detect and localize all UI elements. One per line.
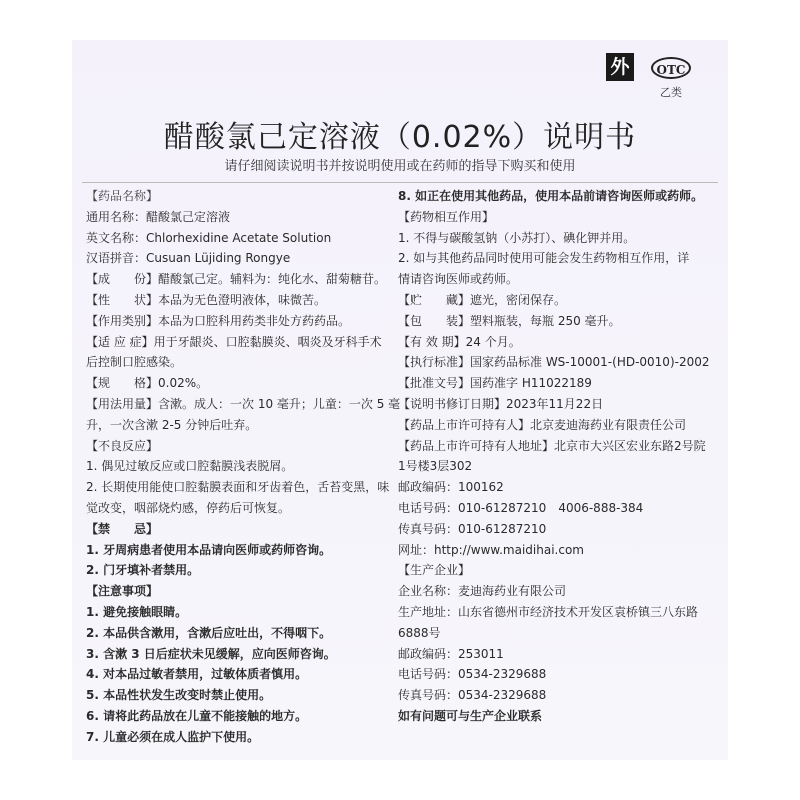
document-subtitle: 请仔细阅读说明书并按说明使用或在药师的指导下购买和使用 — [224, 159, 576, 174]
text-line: 【贮 藏】遮光，密闭保存。 — [398, 292, 567, 307]
text-line: 2. 门牙填补者禁用。 — [86, 563, 200, 578]
text-line: 6888号 — [398, 625, 441, 640]
text-line: 【包 装】塑料瓶装，每瓶 250 毫升。 — [398, 313, 621, 328]
text-line: 【药物相互作用】 — [398, 209, 495, 224]
text-line: 【执行标准】国家药品标准 WS-10001-(HD-0010)-2002 — [398, 355, 710, 370]
text-line: 【不良反应】 — [86, 438, 159, 453]
website-link[interactable]: 网址：http://www.maidihai.com — [398, 542, 584, 557]
text-line: 情请咨询医师或药师。 — [398, 272, 519, 287]
text-line: 通用名称：醋酸氯己定溶液 — [86, 209, 231, 224]
text-line: 电话号码：0534-2329688 — [398, 667, 547, 682]
text-line: 【适 应 症】用于牙龈炎、口腔黏膜炎、咽炎及牙科手术 — [86, 334, 382, 349]
text-line: 【规 格】0.02%。 — [86, 376, 209, 391]
text-line: 2. 长期使用能使口腔黏膜表面和牙齿着色，舌苔变黑，味 — [86, 480, 390, 495]
text-line: 【用法用量】含漱。成人：一次 10 毫升；儿童：一次 5 毫 — [86, 396, 401, 411]
text-line: 邮政编码：253011 — [398, 646, 504, 661]
text-line: 2. 本品供含漱用，含漱后应吐出，不得咽下。 — [86, 625, 332, 640]
text-line: 【成 份】醋酸氯己定。辅料为：纯化水、甜菊糖苷。 — [86, 272, 387, 287]
text-line: 【禁 忌】 — [86, 521, 159, 536]
otc-badge: OTC — [651, 57, 691, 79]
text-line: 1. 避免接触眼睛。 — [86, 604, 188, 619]
text-line: 【药品名称】 — [86, 189, 159, 203]
text-line: 传真号码：0534-2329688 — [398, 688, 547, 703]
text-line: 5. 本品性状发生改变时禁止使用。 — [86, 688, 272, 703]
header-divider — [82, 182, 718, 183]
text-line: 【批准文号】国药准字 H11022189 — [398, 376, 592, 391]
text-line: 英文名称：Chlorhexidine Acetate Solution — [86, 230, 332, 245]
text-line: 传真号码：010-61287210 — [398, 521, 547, 536]
text-line: 邮政编码：100162 — [398, 480, 504, 495]
text-line: 4. 对本品过敏者禁用，过敏体质者慎用。 — [86, 667, 308, 682]
text-line: 后控制口腔感染。 — [86, 355, 183, 370]
text-line: 8. 如正在使用其他药品，使用本品前请咨询医师或药师。 — [398, 189, 704, 203]
text-line: 【说明书修订日期】2023年11月22日 — [398, 396, 604, 411]
text-line: 6. 请将此药品放在儿童不能接触的地方。 — [86, 708, 308, 723]
left-column — [86, 186, 401, 748]
text-line: 1号楼3层302 — [398, 459, 473, 474]
external-use-badge: 外 — [606, 53, 634, 81]
text-line: 1. 不得与碳酸氢钠（小苏打）、碘化钾并用。 — [398, 230, 636, 245]
text-line: 汉语拼音：Cusuan Lüjiding Rongye — [86, 251, 291, 266]
text-line: 【有 效 期】24 个月。 — [398, 334, 521, 349]
text-line: 【药品上市许可持有人】北京麦迪海药业有限责任公司 — [398, 417, 687, 432]
text-line: 【性 状】本品为无色澄明液体，味微苦。 — [86, 292, 327, 307]
text-line: 【作用类别】本品为口腔科用药类非处方药药品。 — [86, 313, 351, 328]
text-line: 觉改变，咽部烧灼感，停药后可恢复。 — [86, 500, 291, 515]
text-line: 【注意事项】 — [86, 584, 159, 599]
text-line: 1. 偶见过敏反应或口腔黏膜浅表脱屑。 — [86, 459, 294, 474]
text-line: 1. 牙周病患者使用本品请向医师或药师咨询。 — [86, 542, 332, 557]
right-column — [398, 186, 718, 727]
text-line: 2. 如与其他药品同时使用可能会发生药物相互作用，详 — [398, 251, 690, 266]
text-line: 升，一次含漱 2-5 分钟后吐弃。 — [86, 417, 258, 432]
text-line: 3. 含漱 3 日后症状未见缓解，应向医师咨询。 — [86, 646, 336, 661]
text-line: 【生产企业】 — [398, 563, 471, 578]
text-line: 【药品上市许可持有人地址】北京市大兴区宏业东路2号院 — [398, 438, 706, 453]
otc-class-label: 乙类 — [660, 86, 682, 99]
text-line: 企业名称：麦迪海药业有限公司 — [398, 584, 567, 599]
text-line: 生产地址：山东省德州市经济技术开发区袁桥镇三八东路 — [398, 604, 699, 619]
text-line: 如有问题可与生产企业联系 — [398, 708, 543, 723]
text-line: 电话号码：010-61287210 4006-888-384 — [398, 500, 644, 515]
text-line: 7. 儿童必须在成人监护下使用。 — [86, 729, 260, 744]
document-title: 醋酸氯己定溶液（0.02%）说明书 — [163, 120, 637, 155]
